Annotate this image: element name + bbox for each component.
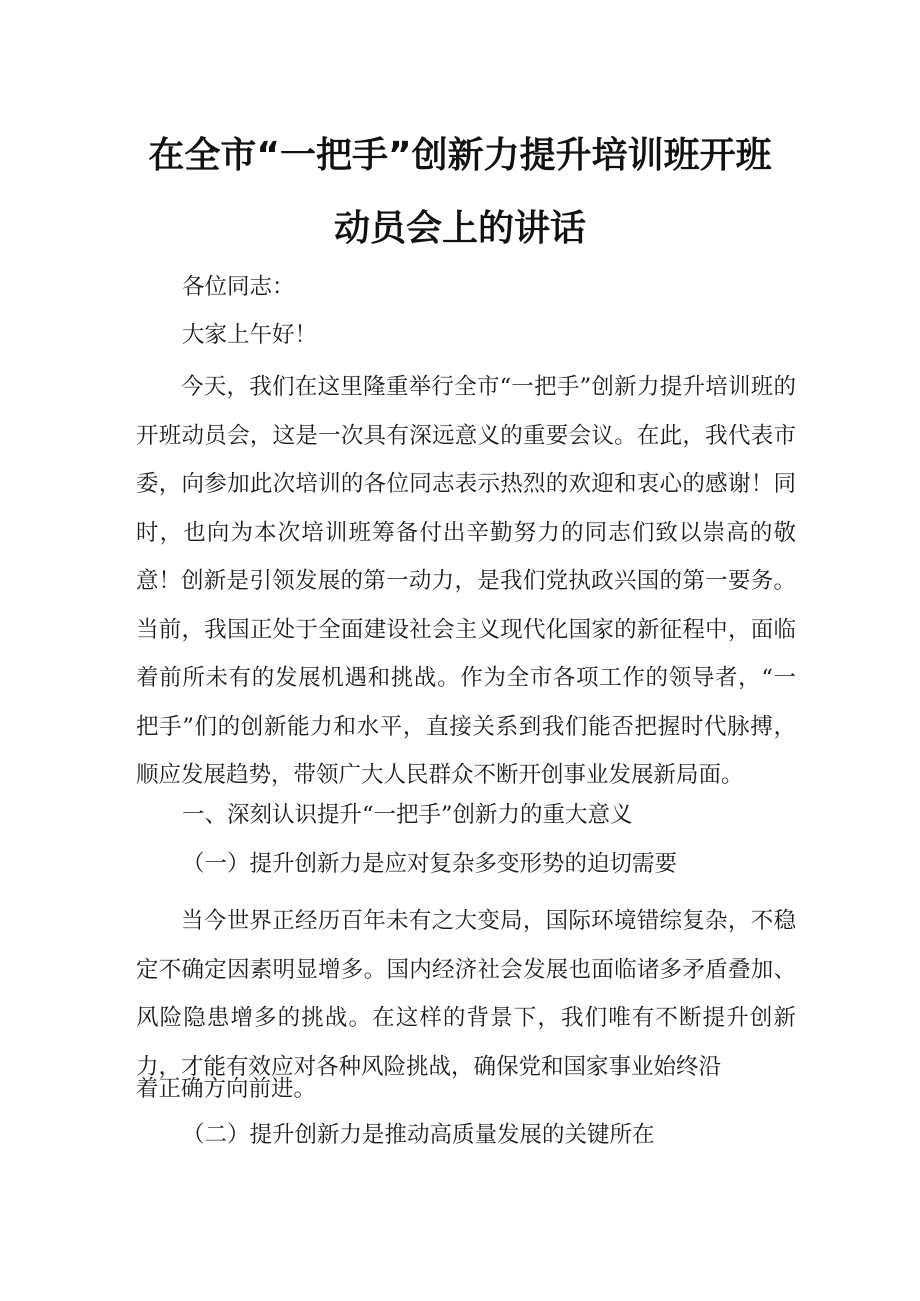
subsection-heading-1: （一）提升创新力是应对复杂多变形势的迫切需要 — [182, 851, 678, 877]
section-heading-1: 一、深刻认识提升“一把手”创新力的重大意义 — [182, 802, 633, 828]
paragraph-3: 当今世界正经历百年未有之大变局，国际环境错综复杂，不稳定不确定因素明显增多。国内经济社会发展也面临诸多矛盾叠加、风险隐患增多的挑战。在这样的背景下，我们唯有不断提升创新力，才能有效应对各种风险挑战，确保党和国家事业始终沿 — [136, 908, 796, 1080]
paragraph-context — [136, 557, 796, 800]
subsection-heading-2: （二）提升创新力是推动高质量发展的关键所在 — [182, 1122, 655, 1148]
greeting: 大家上午好！ — [182, 322, 318, 348]
paragraph-situation — [136, 897, 796, 1091]
paragraph-2: 创新是引领发展的第一动力，是我们党执政兴国的第一要务。当前，我国正处于全面建设社会主义现代化国家的新征程中，面临着前所未有的发展机遇和挑战。作为全市各项工作的领导者，“一把手”们的创新能力和水平，直接关系到我们能否把握时代脉搏，顺应发展趋势，带领广大人民群众不断开创事业发展新局面。 — [136, 568, 796, 788]
salutation: 各位同志： — [182, 274, 295, 300]
document-title-line-1: 在全市“一把手”创新力提升培训班开班 — [148, 135, 772, 176]
document-title-line-2: 动员会上的讲话 — [333, 208, 586, 249]
paragraph-1: 今天，我们在这里隆重举行全市“一把手”创新力提升培训班的开班动员会，这是一次具有深远意义的重要会议。在此，我代表市委，向参加此次培训的各位同志表示热烈的欢迎和衷心的感谢！同时，也向为本次培训班筹备付出辛勤努力的同志们致以崇高的敬意！ — [136, 374, 796, 594]
paragraph-3-tail: 着正确方向前进。 — [136, 1076, 317, 1102]
